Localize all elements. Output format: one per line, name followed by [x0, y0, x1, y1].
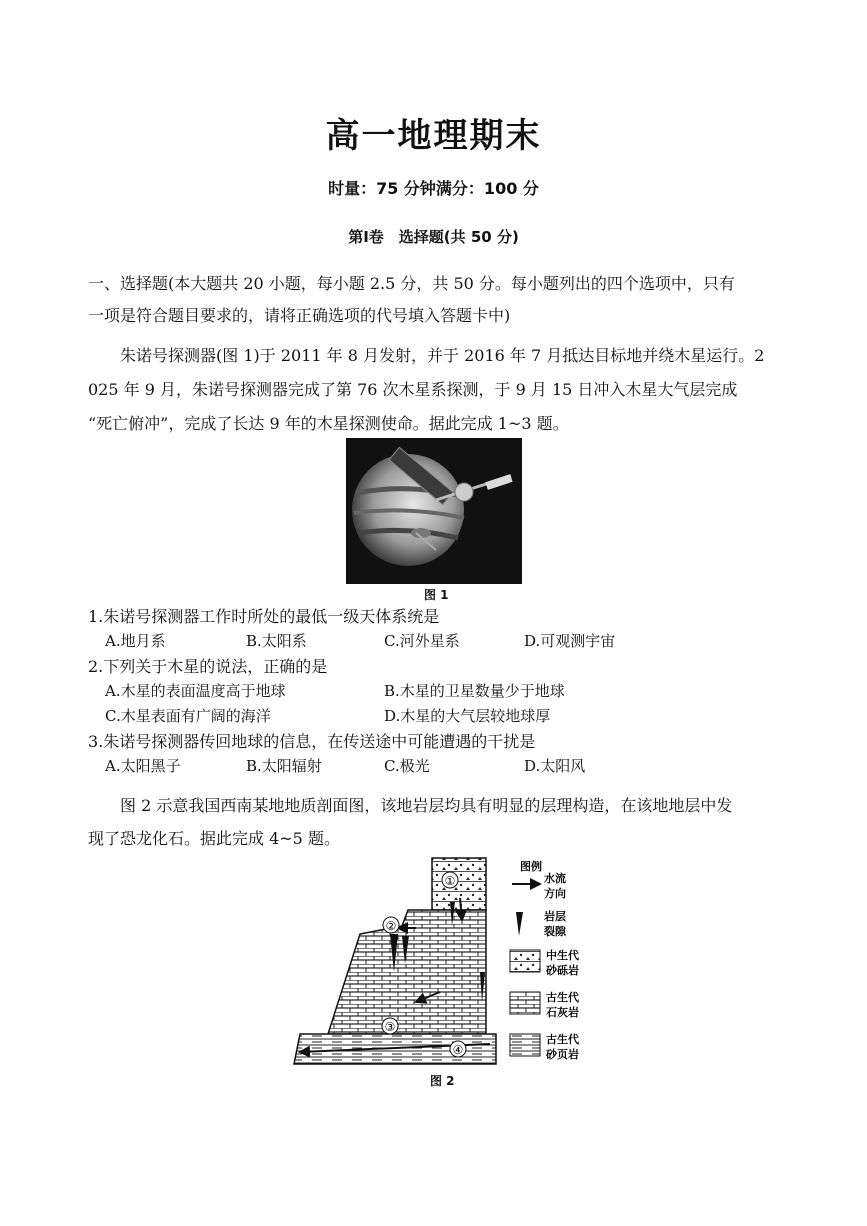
- passage1-line-2: 025 年 9 月，朱诺号探测器完成了第 76 次木星系探测，于 9 月 15 日冲入木星大气层完成: [88, 380, 738, 399]
- question-2-option-c[interactable]: C.木星表面有广阔的海洋: [105, 707, 271, 725]
- question-2-option-a[interactable]: A.木星的表面温度高于地球: [105, 682, 286, 700]
- legend-limestone-2: 石灰岩: [546, 1006, 579, 1019]
- figure-1-caption: 图 1: [424, 588, 449, 602]
- legend-crack-1: 岩层: [544, 910, 566, 923]
- legend-shale-2: 砂页岩: [546, 1048, 579, 1061]
- legend-limestone-1: 古生代: [546, 991, 579, 1004]
- figure-2-geologic-section: [290, 852, 610, 1068]
- page-title: 高一地理期末: [325, 116, 542, 156]
- question-2-option-b[interactable]: B.木星的卫星数量少于地球: [384, 682, 565, 700]
- legend-crack-icon: [516, 912, 523, 936]
- legend-limestone-swatch: [510, 992, 540, 1014]
- legend-gravel-1: 中生代: [546, 949, 579, 962]
- instructions-line-2: 一项是符合题目要求的，请将正确选项的代号填入答题卡中): [88, 306, 511, 325]
- section-heading: 第Ⅰ卷 选择题(共 50 分): [348, 228, 519, 246]
- question-1-option-a[interactable]: A.地月系: [105, 632, 166, 650]
- exam-time-score: 时量：75 分钟满分：100 分: [328, 179, 539, 198]
- legend-gravel-swatch: [510, 950, 540, 972]
- legend-shale-1: 古生代: [546, 1033, 579, 1046]
- question-3-option-d[interactable]: D.太阳风: [524, 757, 586, 775]
- label-2: ②: [385, 919, 397, 933]
- instructions-line-1: 一、选择题(本大题共 20 小题，每小题 2.5 分，共 50 分。每小题列出的四个选项中，只有: [88, 274, 735, 293]
- question-2-stem: 2.下列关于木星的说法，正确的是: [88, 657, 328, 676]
- juno-jupiter-illustration: [346, 438, 522, 584]
- label-1: ①: [444, 874, 456, 888]
- legend-flow-2: 方向: [544, 887, 566, 900]
- passage2-line-2: 现了恐龙化石。据此完成 4~5 题。: [88, 829, 340, 848]
- question-1-stem: 1.朱诺号探测器工作时所处的最低一级天体系统是: [88, 607, 440, 626]
- figure-1-juno-image: [346, 438, 522, 584]
- legend-shale-swatch: [510, 1034, 540, 1056]
- legend-gravel-2: 砂砾岩: [546, 964, 579, 977]
- passage1-line-1: 朱诺号探测器(图 1)于 2011 年 8 月发射，并于 2016 年 7 月抵达目标地并绕木星运行。2: [120, 346, 765, 365]
- question-1-option-b[interactable]: B.太阳系: [246, 632, 307, 650]
- geologic-profile-diagram: [290, 852, 610, 1068]
- question-3-option-b[interactable]: B.太阳辐射: [246, 757, 322, 775]
- figure-2-caption: 图 2: [430, 1074, 455, 1088]
- question-3-option-c[interactable]: C.极光: [384, 757, 430, 775]
- passage2-line-1: 图 2 示意我国西南某地地质剖面图，该地岩层均具有明显的层理构造，在该地地层中发: [120, 796, 733, 815]
- label-3: ③: [384, 1020, 396, 1034]
- legend-crack-2: 裂隙: [544, 925, 566, 938]
- question-2-option-d[interactable]: D.木星的大气层较地球厚: [384, 707, 551, 725]
- question-3-option-a[interactable]: A.太阳黑子: [105, 757, 181, 775]
- question-1-option-c[interactable]: C.河外星系: [384, 632, 460, 650]
- question-1-option-d[interactable]: D.可观测宇宙: [524, 632, 616, 650]
- passage1-line-3: “死亡俯冲”，完成了长达 9 年的木星探测使命。据此完成 1~3 题。: [88, 414, 569, 433]
- question-3-stem: 3.朱诺号探测器传回地球的信息，在传送途中可能遭遇的干扰是: [88, 732, 536, 751]
- label-4: ④: [452, 1043, 464, 1057]
- legend-title: 图例: [520, 860, 542, 873]
- legend-flow-1: 水流: [544, 872, 566, 885]
